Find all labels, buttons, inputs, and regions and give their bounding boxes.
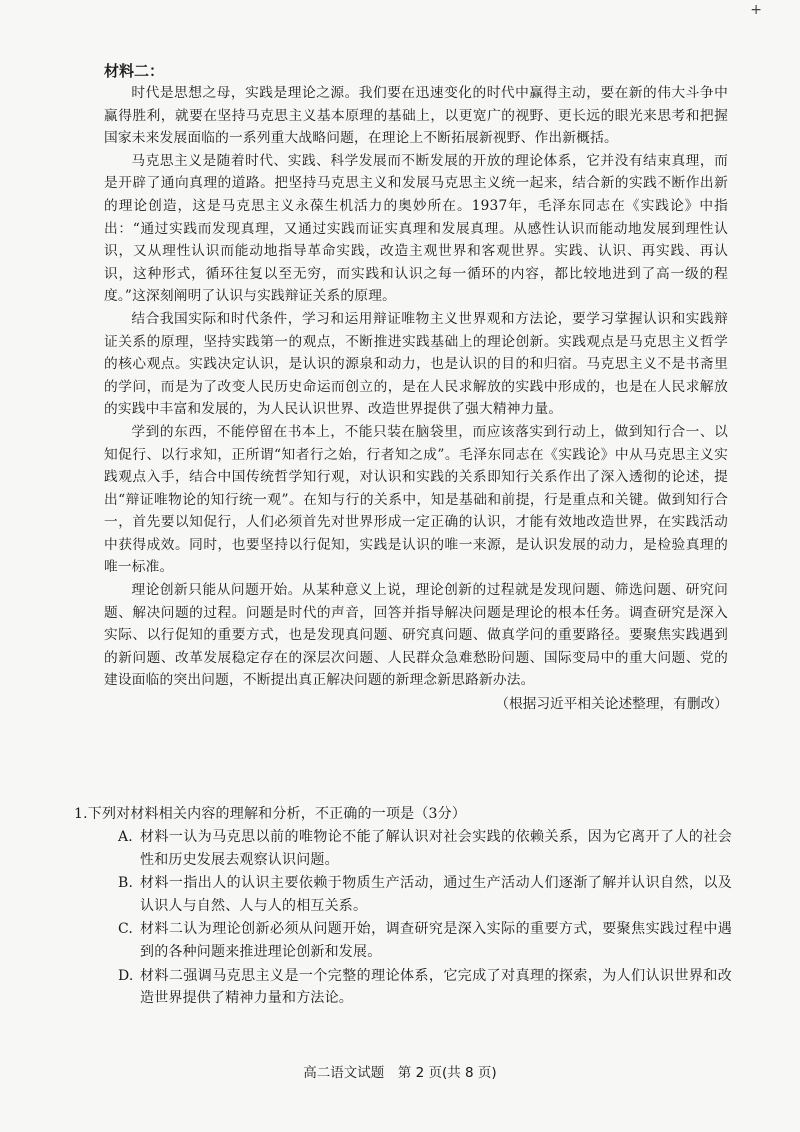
option-c-text: 材料二认为理论创新必须从问题开始，调查研究是深入实际的重要方式，要聚焦实践过程中遇到的各种问题来推进理论创新和发展。 [140,921,732,960]
paragraph-1: 时代是思想之母，实践是理论之源。我们要在迅速变化的时代中赢得主动，要在新的伟大斗争中赢得胜利，就要在坚持马克思主义基本原理的基础上，以更宽广的视野、更长远的眼光来思考和把握国家未来发展面临的一系列重大战略问题，在理论上不断拓展新视野、作出新概括。 [104,85,728,147]
option-c-letter: C. [118,921,134,938]
option-a [74,826,732,871]
option-d [74,965,732,1010]
source-note: （根据习近平相关论述整理，有删改） [495,696,728,713]
paragraph-5: 理论创新只能从问题开始。从某种意义上说，理论创新的过程就是发现问题、筛选问题、研究问题、解决问题的过程。问题是时代的声音，回答并指导解决问题是理论的根本任务。调查研究是深入实际、以行促知的重要方式，也是发现真问题、研究真问题、做真学问的重要路径。要聚焦实践遇到的新问题、改革发展稳定存在的深层次问题、人民群众急难愁盼问题、国际变局中的重大问题、党的建设面临的突出问题，不断提出真正解决问题的新理念新思路新办法。 [104,582,728,689]
paragraph-4: 学到的东西，不能停留在书本上，不能只装在脑袋里，而应该落实到行动上，做到知行合一、以知促行、以行求知，正所谓“知者行之始，行者知之成”。毛泽东同志在《实践论》中从马克思主义实践观点入手，结合中国传统哲学知行观，对认识和实践的关系即知行关系作出了深入透彻的论述，提出“辩证唯物论的知行统一观”。在知与行的关系中，知是基础和前提，行是重点和关键。做到知行合一，首先要以知促行，人们必须首先对世界形成一定正确的认识，才能有效地改造世界，在实践活动中获得成效。同时，也要坚持以行促知，实践是认识的唯一来源，是认识发展的动力，是检验真理的唯一标准。 [104,423,728,576]
material-two-section [104,62,728,716]
option-a-text: 材料一认为马克思以前的唯物论不能了解认识对社会实践的依赖关系，因为它离开了人的社会性和历史发展去观察认识问题。 [140,829,732,868]
option-d-letter: D. [118,967,134,984]
option-a-letter: A. [118,829,133,845]
option-b-letter: B. [118,875,134,892]
paragraph-3: 结合我国实际和时代条件，学习和运用辩证唯物主义世界观和方法论，要学习掌握认识和实践辩证关系的原理，坚持实践第一的观点，不断推进实践基础上的理论创新。实践观点是马克思主义哲学的核心观点。实践决定认识，是认识的源泉和动力，也是认识的目的和归宿。马克思主义不是书斋里的学问，而是为了改变人民历史命运而创立的，是在人民求解放的实践中形成的，也是在人民求解放的实践中丰富和发展的，为人民认识世界、改造世界提供了强大精神力量。 [104,310,728,418]
corner-mark: + [750,2,762,18]
option-d-text: 材料二强调马克思主义是一个完整的理论体系，它完成了对真理的探索，为人们认识世界和改造世界提供了精神力量和方法论。 [140,967,732,1007]
page-footer: 高二语文试题 第 2 页(共 8 页) [303,1065,497,1081]
question-1 [74,802,732,1011]
option-c [74,918,732,963]
question-stem: 1.下列对材料相关内容的理解和分析，不正确的一项是（3分） [74,806,467,822]
option-b [74,872,732,917]
paragraph-2: 马克思主义是随着时代、实践、科学发展而不断发展的开放的理论体系，它并没有结束真理，而是开辟了通向真理的道路。把坚持马克思主义和发展马克思主义统一起来，结合新的实践不断作出新的理论创造，这是马克思主义永葆生机活力的奥妙所在。1937年，毛泽东同志在《实践论》中指出：“通过实践而发现真理，又通过实践而证实真理和发展真理。从感性认识而能动地发展到理性认识，又从理性认识而能动地指导革命实践，改造主观世界和客观世界。实践、认识、再实践、再认识，这种形式，循环往复以至无穷，而实践和认识之每一循环的内容，都比较地进到了高一级的程度。”这深刻阐明了认识与实践辩证关系的原理。 [104,152,728,305]
option-b-text: 材料一指出人的认识主要依赖于物质生产活动，通过生产活动人们逐渐了解并认识自然，以及认识人与自然、人与人的相互关系。 [140,875,732,914]
section-title: 材料二： [104,62,165,80]
